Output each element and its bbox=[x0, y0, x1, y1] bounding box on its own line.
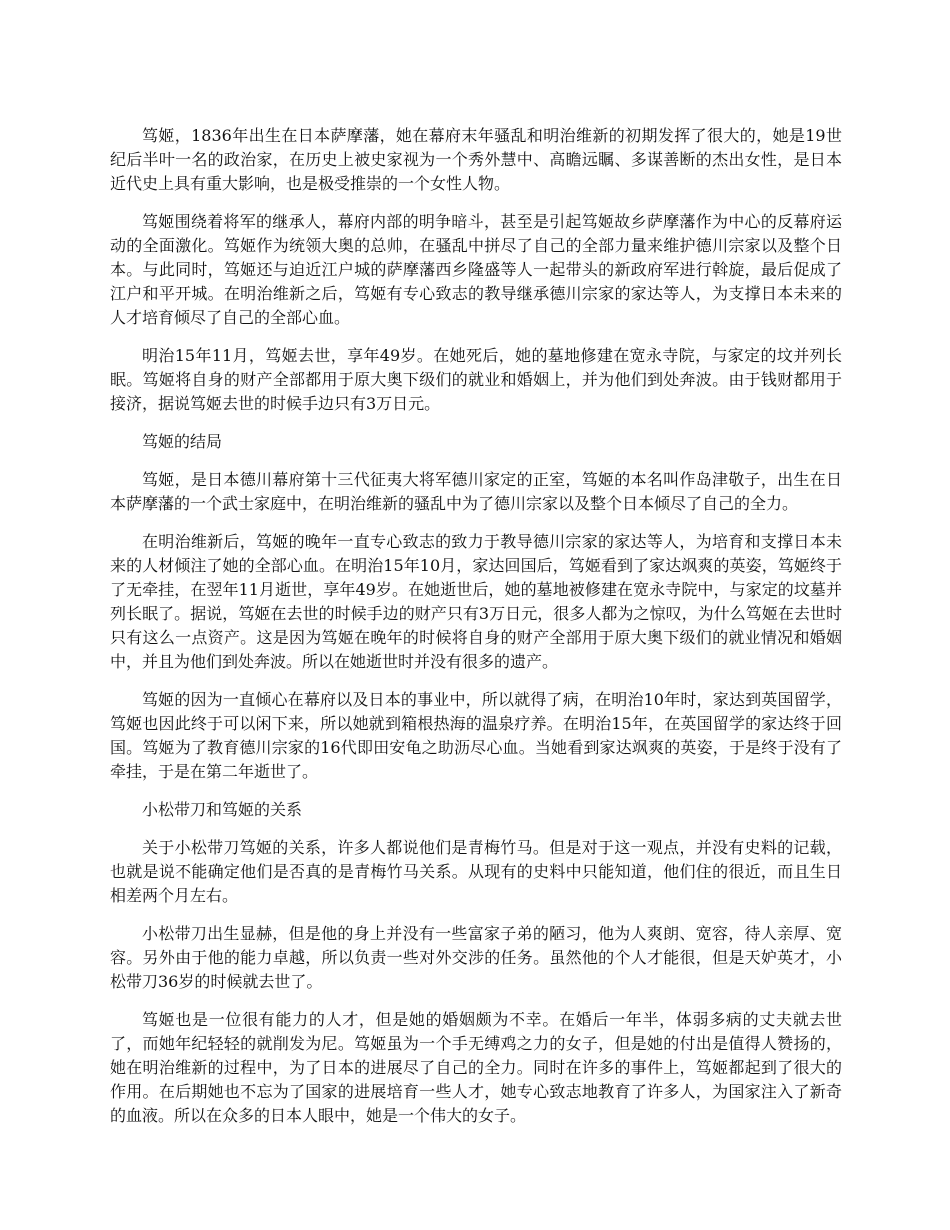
paragraph: 笃姬围绕着将军的继承人，幕府内部的明争暗斗，甚至是引起笃姬故乡萨摩藩作为中心的反幕府运动的全面激化。笃姬作为统领大奥的总帅，在骚乱中拼尽了自己的全部力量来维护德川宗家以及整个日本。与此同时，笃姬还与迫近江户城的萨摩藩西乡隆盛等人一起带头的新政府军进行斡旋，最后促成了江户和平开城。在明治维新之后，笃姬有专心致志的教导继承德川宗家的家达等人，为支撑日本未来的人才培育倾尽了自己的全部心血。 bbox=[110, 212, 842, 327]
paragraph: 明治15年11月，笃姬去世，享年49岁。在她死后，她的墓地修建在宽永寺院，与家定的坟并列长眠。笃姬将自身的财产全部都用于原大奥下级们的就业和婚姻上，并为他们到处奔波。由于钱财都用于接济，据说笃姬去世的时候手边只有3万日元。 bbox=[110, 346, 842, 413]
paragraph: 笃姬，1836年出生在日本萨摩藩，她在幕府末年骚乱和明治维新的初期发挥了很大的，她是19世纪后半叶一名的政治家，在历史上被史家视为一个秀外慧中、高瞻远瞩、多谋善断的杰出女性，是日本近代史上具有重大影响，也是极受推崇的一个女性人物。 bbox=[110, 126, 842, 193]
paragraph: 笃姬，是日本德川幕府第十三代征夷大将军德川家定的正室，笃姬的本名叫作岛津敬子，出生在日本萨摩藩的一个武士家庭中，在明治维新的骚乱中为了德川宗家以及整个日本倾尽了自己的全力。 bbox=[110, 470, 842, 513]
paragraph: 小松带刀出生显赫，但是他的身上并没有一些富家子弟的陋习，他为人爽朗、宽容，待人亲厚、宽容。另外由于他的能力卓越，所以负责一些对外交涉的任务。虽然他的个人才能很，但是天妒英才，小松带刀36岁的时候就去世了。 bbox=[110, 924, 842, 991]
paragraph: 在明治维新后，笃姬的晚年一直专心致志的致力于教导德川宗家的家达等人，为培育和支撑日本未来的人材倾注了她的全部心血。在明治15年10月，家达回国后，笃姬看到了家达飒爽的英姿，笃姬终于了无牵挂，在翌年11月逝世，享年49岁。在她逝世后，她的墓地被修建在宽永寺院中，与家定的坟墓并列长眠了。据说，笃姬在去世的时候手边的财产只有3万日元，很多人都为之惊叹，为什么笃姬在去世时只有这么一点资产。这是因为笃姬在晚年的时候将自身的财产全部用于原大奥下级们的就业情况和婚姻中，并且为他们到处奔波。所以在她逝世时并没有很多的遗产。 bbox=[110, 532, 842, 671]
paragraph: 笃姬的因为一直倾心在幕府以及日本的事业中，所以就得了病，在明治10年时，家达到英国留学，笃姬也因此终于可以闲下来，所以她就到箱根热海的温泉疗养。在明治15年，在英国留学的家达终于回国。笃姬为了教育德川宗家的16代即田安龟之助沥尽心血。当她看到家达飒爽的英姿，于是终于没有了牵挂，于是在第二年逝世了。 bbox=[110, 690, 842, 781]
paragraph: 关于小松带刀笃姬的关系，许多人都说他们是青梅竹马。但是对于这一观点，并没有史料的记载，也就是说不能确定他们是否真的是青梅竹马关系。从现有的史料中只能知道，他们住的很近，而且生日相差两个月左右。 bbox=[110, 838, 842, 905]
section-heading: 笃姬的结局 bbox=[142, 432, 223, 451]
section-heading: 小松带刀和笃姬的关系 bbox=[142, 800, 303, 819]
paragraph: 笃姬也是一位很有能力的人才，但是她的婚姻颇为不幸。在婚后一年半，体弱多病的丈夫就去世了，而她年纪轻轻的就削发为尼。笃姬虽为一个手无缚鸡之力的女子，但是她的付出是值得人赞扬的，她在明治维新的过程中，为了日本的进展尽了自己的全力。同时在许多的事件上，笃姬都起到了很大的作用。在后期她也不忘为了国家的进展培育一些人才，她专心致志地教育了许多人，为国家注入了新奇的血液。所以在众多的日本人眼中，她是一个伟大的女子。 bbox=[110, 1010, 842, 1125]
document-page bbox=[110, 124, 842, 1142]
